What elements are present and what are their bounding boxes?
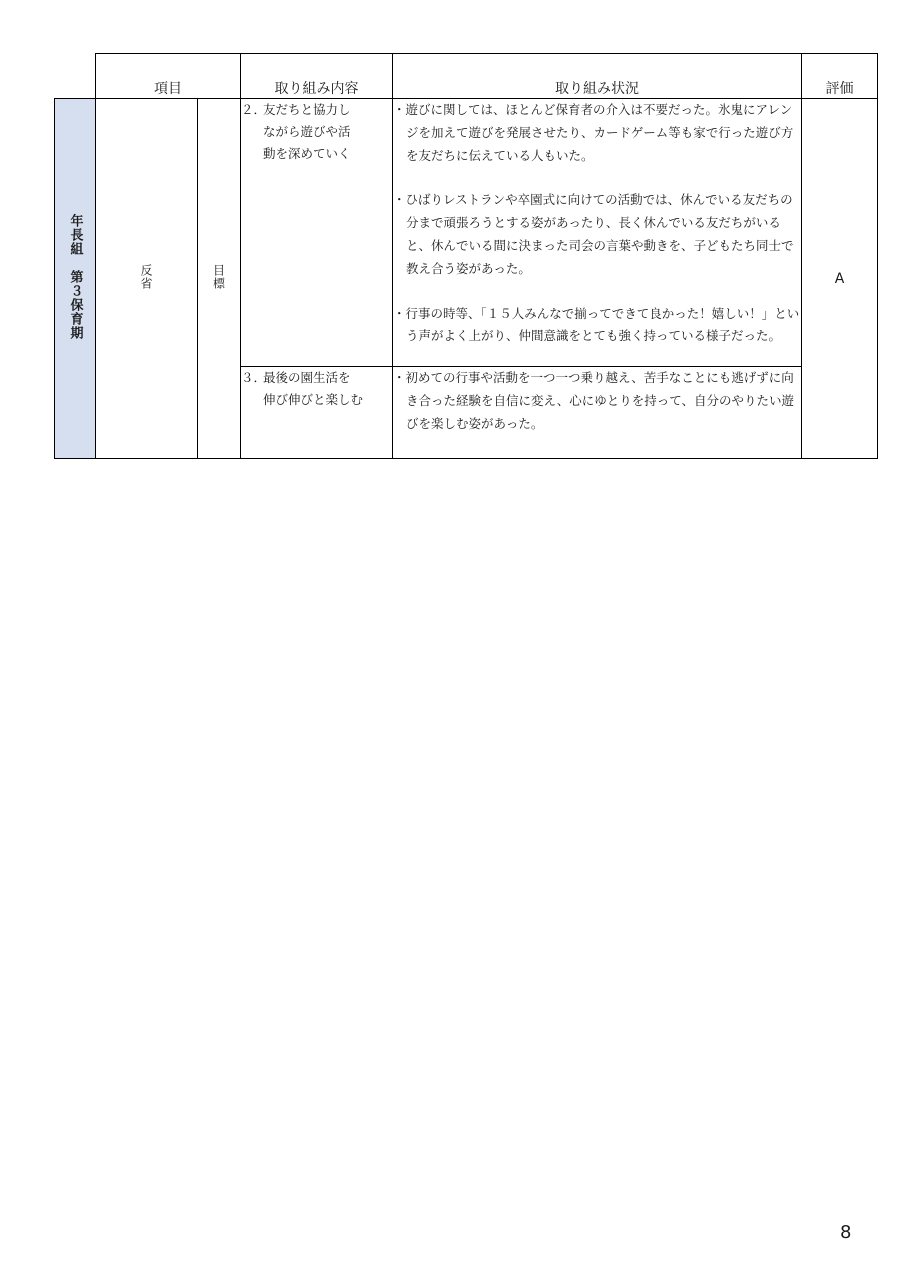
status-bullet: ・行事の時等、「１５人みんなで揃ってできて良かった！嬉しい！」という声がよく上がり、仲間意識をとても強く持っている様子だった。 (393, 305, 800, 344)
status-bullet: ・初めての行事や活動を一つ一つ乗り越え、苦手なことにも逃げずに向き合った経験を自信に変え、心にゆとりを持って、自分のやりたい遊びを楽しむ姿があった。 (393, 370, 795, 431)
content-line: 伸び伸びと楽しむ (263, 392, 364, 407)
content-line: ３．最後の園生活を (241, 367, 392, 389)
page-number: 8 (840, 1222, 852, 1243)
evaluation-table (54, 53, 878, 459)
category-label: 反省 (139, 263, 153, 290)
header-row (55, 54, 878, 99)
period-label: 年長組 第３保育期 (67, 213, 83, 340)
status-bullet: ・遊びに関しては、ほとんど保育者の介入は不要だった。氷鬼にアレンジを加えて遊びを発展させたり、カードゲーム等も家で行った遊び方を友だちに伝えている人もいた。 (393, 102, 794, 163)
header-rating: 評価 (802, 54, 878, 99)
blank-corner-cell (55, 54, 96, 99)
period-cell (55, 99, 96, 459)
content-cell-3 (241, 367, 393, 459)
content-cell-2 (241, 99, 393, 367)
item-number: ２． (241, 102, 267, 117)
content-line: 動を深めていく (263, 146, 351, 161)
content-line: ながら遊びや活 (263, 124, 351, 139)
table-row (55, 99, 878, 367)
item-number: ３． (241, 370, 267, 385)
status-bullet: ・ひばりレストランや卒園式に向けての活動では、休んでいる友だちの分まで頑張ろうとする姿があったり、長く休んでいる友だちがいると、休んでいる間に決まった司会の言葉や動きを、子どもたち同士で教え合う姿があった。 (393, 192, 794, 276)
header-content: 取り組み内容 (241, 54, 393, 99)
status-cell-3 (393, 367, 802, 459)
rating-cell (802, 99, 878, 459)
header-item: 項目 (96, 54, 241, 99)
rating-value: A (834, 270, 845, 287)
subcategory-label: 目標 (211, 263, 226, 290)
subcategory-cell (198, 99, 241, 459)
content-line: ２．友だちと協力し (241, 99, 392, 121)
header-status: 取り組み状況 (393, 54, 802, 99)
status-cell-2 (393, 99, 802, 367)
category-cell (96, 99, 198, 459)
